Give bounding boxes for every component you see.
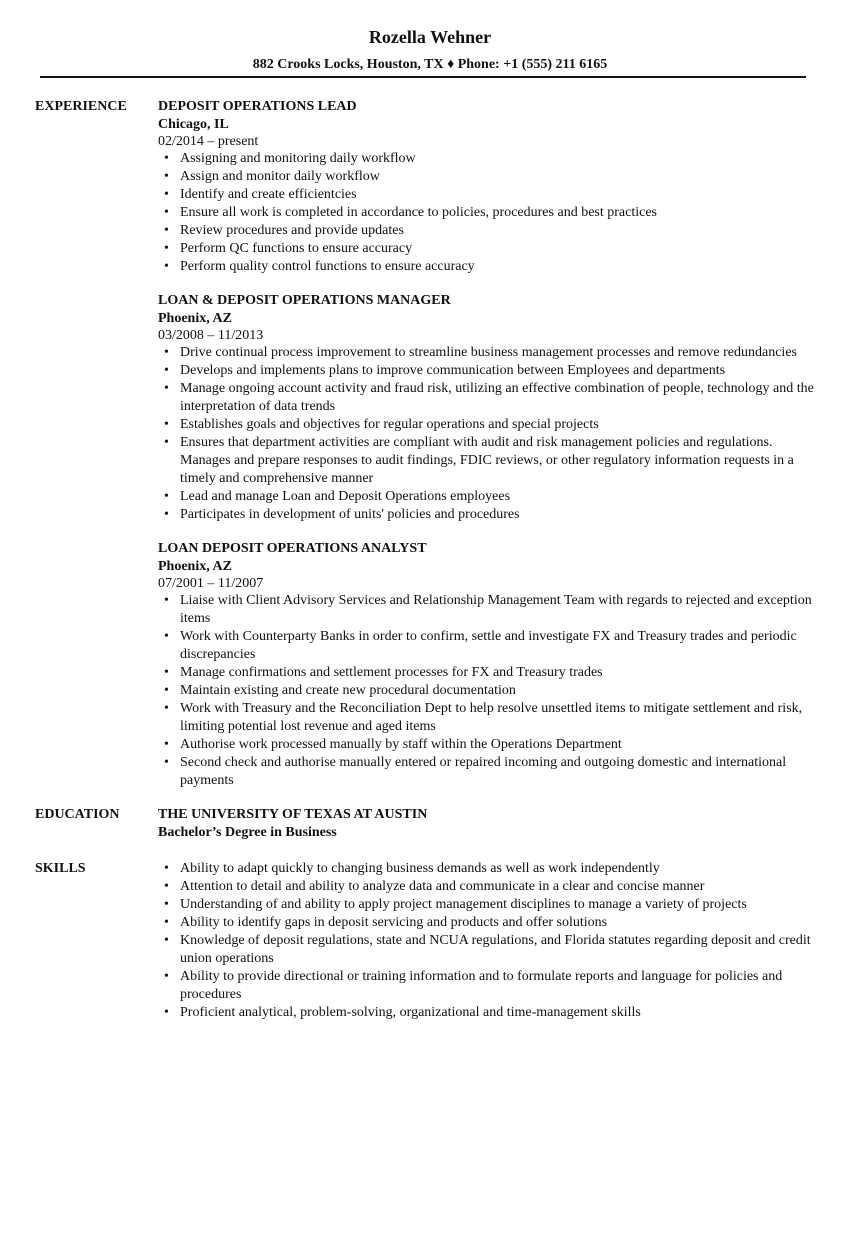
bullet-item: • Establishes goals and objectives for regular operations and special projects: [158, 416, 815, 434]
bullet-item: • Ensure all work is completed in accordance to policies, procedures and best practices: [158, 204, 815, 222]
job-bullets: [158, 150, 815, 276]
skill-item: • Proficient analytical, problem-solving, organizational and time-management skills: [158, 1004, 815, 1022]
bullet-item: • Assign and monitor daily workflow: [158, 168, 815, 186]
skill-item: • Knowledge of deposit regulations, state and NCUA regulations, and Florida statutes regarding deposit and credit union operations: [158, 932, 815, 968]
school-name: THE UNIVERSITY OF TEXAS AT AUSTIN: [158, 807, 428, 822]
bullet-item: • Work with Counterparty Banks in order to confirm, settle and investigate FX and Treasury trades and periodic discrepancies: [158, 628, 815, 664]
bullet-item: • Perform QC functions to ensure accuracy: [158, 240, 815, 258]
skills-list: [158, 860, 815, 1022]
resume-header: [0, 0, 860, 74]
job-title: DEPOSIT OPERATIONS LEAD: [158, 99, 357, 114]
section-label-education: EDUCATION: [35, 807, 120, 822]
job-entry: [158, 292, 815, 524]
skills-section: [35, 860, 815, 1022]
bullet-item: • Manage ongoing account activity and fraud risk, utilizing an effective combination of people, technology and the interpretation of data trends: [158, 380, 815, 416]
skill-item: • Understanding of and ability to apply project management disciplines to manage a variety of projects: [158, 896, 815, 914]
job-entry: [158, 98, 815, 276]
skills-body: [158, 860, 815, 1022]
education-section: [35, 806, 815, 842]
job-dates: 03/2008 – 11/2013: [158, 328, 264, 343]
bullet-item: • Liaise with Client Advisory Services and Relationship Management Team with regards to rejected and exception items: [158, 592, 815, 628]
job-bullets: [158, 344, 815, 524]
education-body: [158, 806, 815, 842]
section-label-skills: SKILLS: [35, 861, 86, 876]
job-title: LOAN DEPOSIT OPERATIONS ANALYST: [158, 541, 427, 556]
job-dates: 02/2014 – present: [158, 134, 259, 149]
contact-line: 882 Crooks Locks, Houston, TX ♦ Phone: +1 (555) 211 6165: [252, 57, 608, 72]
job-dates: 07/2001 – 11/2007: [158, 576, 264, 591]
bullet-item: • Review procedures and provide updates: [158, 222, 815, 240]
degree: Bachelor’s Degree in Business: [158, 825, 337, 840]
section-label-experience: EXPERIENCE: [35, 99, 127, 114]
bullet-item: • Assigning and monitoring daily workflow: [158, 150, 815, 168]
candidate-name: Rozella Wehner: [368, 27, 492, 47]
bullet-item: • Lead and manage Loan and Deposit Operations employees: [158, 488, 815, 506]
job-location: Phoenix, AZ: [158, 559, 232, 574]
header-divider: [40, 76, 806, 78]
bullet-item: • Ensures that department activities are compliant with audit and risk management policies and regulations. Manages and prepare responses to audit findings, FDIC reviews, or other regulatory information requests in a timely and comprehensive manner: [158, 434, 815, 488]
job-entry: [158, 540, 815, 790]
job-location: Phoenix, AZ: [158, 311, 232, 326]
skill-item: • Ability to identify gaps in deposit servicing and products and offer solutions: [158, 914, 815, 932]
bullet-item: • Work with Treasury and the Reconciliation Dept to help resolve unsettled items to mitigate settlement and risk, limiting potential lost revenue and aged items: [158, 700, 815, 736]
experience-body: [158, 98, 815, 790]
experience-section: [35, 98, 815, 790]
bullet-item: • Manage confirmations and settlement processes for FX and Treasury trades: [158, 664, 815, 682]
bullet-item: • Drive continual process improvement to streamline business management processes and remove redundancies: [158, 344, 815, 362]
job-title: LOAN & DEPOSIT OPERATIONS MANAGER: [158, 293, 451, 308]
bullet-item: • Maintain existing and create new procedural documentation: [158, 682, 815, 700]
bullet-item: • Perform quality control functions to ensure accuracy: [158, 258, 815, 276]
bullet-item: • Identify and create efficientcies: [158, 186, 815, 204]
skill-item: • Ability to adapt quickly to changing business demands as well as work independently: [158, 860, 815, 878]
bullet-item: • Second check and authorise manually entered or repaired incoming and outgoing domestic and international payments: [158, 754, 815, 790]
skill-item: • Ability to provide directional or training information and to formulate reports and language for policies and procedures: [158, 968, 815, 1004]
skill-item: • Attention to detail and ability to analyze data and communicate in a clear and concise manner: [158, 878, 815, 896]
bullet-item: • Participates in development of units' policies and procedures: [158, 506, 815, 524]
bullet-item: • Develops and implements plans to improve communication between Employees and departments: [158, 362, 815, 380]
job-location: Chicago, IL: [158, 117, 229, 132]
job-bullets: [158, 592, 815, 790]
bullet-item: • Authorise work processed manually by staff within the Operations Department: [158, 736, 815, 754]
